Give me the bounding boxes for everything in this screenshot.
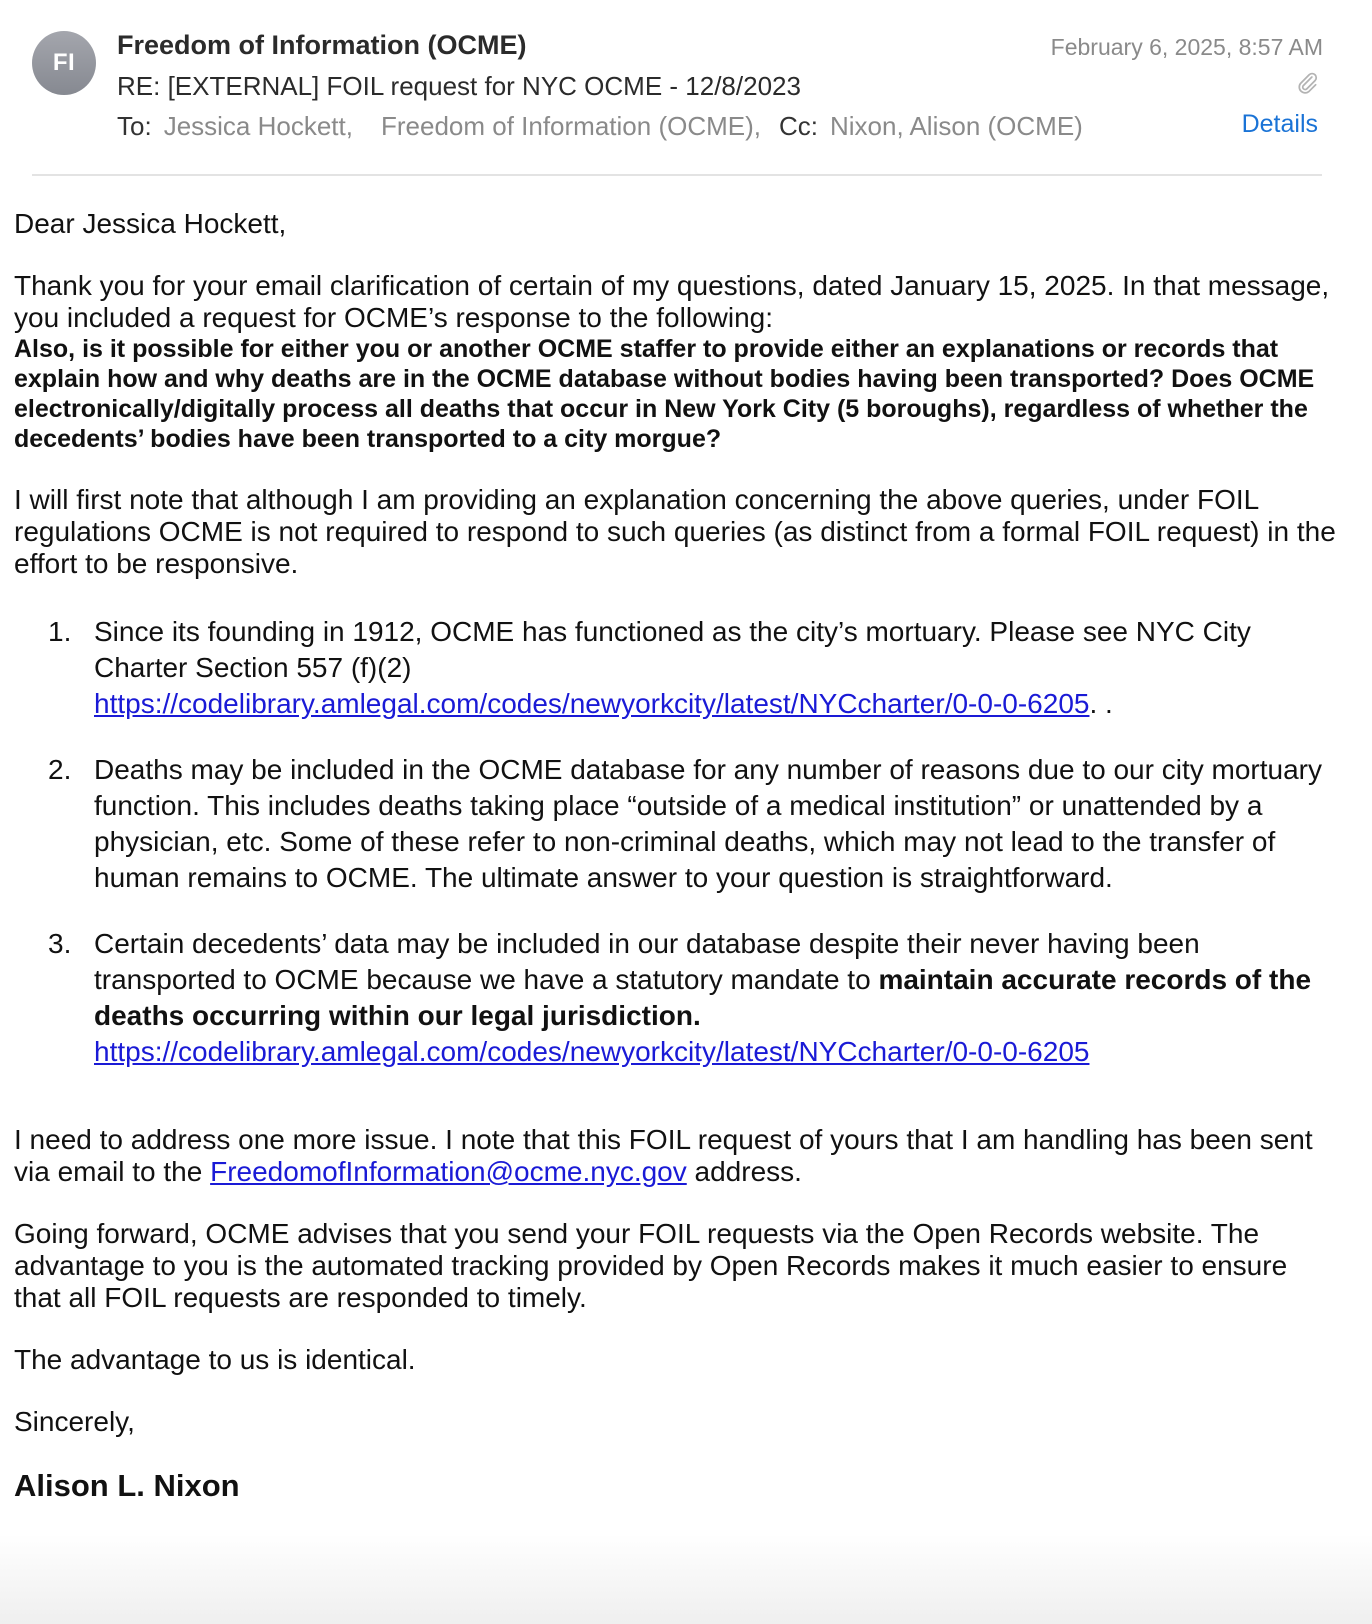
- recipient-to[interactable]: Jessica Hockett,: [163, 111, 353, 141]
- list-item: [14, 614, 1340, 722]
- recipient-cc[interactable]: Nixon, Alison (OCME): [829, 111, 1083, 141]
- to-label: To:: [117, 111, 152, 141]
- note-paragraph: I will first note that although I am providing an explanation concerning the above queries, under FOIL regulations OCME is not required to respond to such queries (as distinct from a formal FOIL request) in the effort to be responsive.: [14, 484, 1336, 579]
- advantage-paragraph: The advantage to us is identical.: [14, 1344, 416, 1375]
- forward-paragraph: Going forward, OCME advises that you send your FOIL requests via the Open Records website. The advantage to you is the automated tracking provided by Open Records makes it much easier to ensure that all FOIL requests are responded to timely.: [14, 1218, 1288, 1313]
- message-subject: RE: [EXTERNAL] FOIL request for NYC OCME - 12/8/2023: [117, 71, 801, 101]
- sender-name[interactable]: Freedom of Information (OCME): [117, 30, 527, 60]
- sender-avatar: FI: [32, 31, 96, 95]
- closing: Sincerely,: [14, 1406, 135, 1437]
- recipient-to[interactable]: Freedom of Information (OCME),: [380, 111, 761, 141]
- bottom-fade: [0, 1534, 1372, 1624]
- email-link[interactable]: FreedomofInformation@ocme.nyc.gov: [210, 1156, 687, 1187]
- list-item-text: Since its founding in 1912, OCME has functioned as the city’s mortuary. Please see NYC City Charter Section 557 (f)(2): [94, 616, 1251, 683]
- details-button[interactable]: Details: [1241, 110, 1318, 138]
- list-item: [14, 752, 1340, 896]
- intro-paragraph: Thank you for your email clarification of certain of my questions, dated January 15, 2025. In that message, you included a request for OCME’s response to the following:: [14, 270, 1330, 333]
- list-item-bold-text: maintain accurate records of the deaths occurring within our legal jurisdiction.: [94, 964, 1312, 1031]
- charter-link[interactable]: https://codelibrary.amlegal.com/codes/newyorkcity/latest/NYCcharter/0-0-0-6205: [94, 688, 1090, 719]
- greeting: Dear Jessica Hockett,: [14, 208, 287, 239]
- issue-paragraph: [14, 1124, 1340, 1188]
- list-number: 2.: [48, 754, 72, 785]
- numbered-list: [14, 614, 1340, 1070]
- list-item: [14, 926, 1340, 1070]
- signature-name: Alison L. Nixon: [14, 1468, 240, 1503]
- list-item-text: Deaths may be included in the OCME database for any number of reasons due to our city mortuary function. This includes deaths taking place “outside of a medical institution” or unattended by a physician, etc. Some of these refer to non-criminal deaths, which may not lead to the transfer of human remains to OCME. The ultimate answer to your question is straightforward.: [94, 754, 1322, 893]
- charter-link[interactable]: https://codelibrary.amlegal.com/codes/newyorkcity/latest/NYCcharter/0-0-0-6205: [94, 1036, 1090, 1067]
- list-number: 1.: [48, 616, 72, 647]
- header-divider: [32, 174, 1322, 176]
- quoted-request: Also, is it possible for either you or another OCME staffer to provide either an explanations or records that explain how and why deaths are in the OCME database without bodies having been transported? Does OCME electronically/digitally process all deaths that occur in New York City (5 boroughs), regardless of whether the decedents’ bodies have been transported to a city morgue?: [14, 335, 1315, 453]
- issue-text-end: address.: [694, 1156, 802, 1187]
- cc-label: Cc:: [778, 111, 818, 141]
- recipients-line: [117, 111, 1083, 142]
- paperclip-icon[interactable]: [1294, 70, 1320, 96]
- list-item-trailing: . .: [1089, 688, 1113, 719]
- message-body: [14, 208, 1340, 1502]
- message-date: February 6, 2025, 8:57 AM: [1050, 34, 1323, 60]
- issue-text: I need to address one more issue. I note that this FOIL request of yours that I am handling has been sent via email to the: [14, 1124, 1313, 1187]
- message-header: [0, 0, 1372, 176]
- list-number: 3.: [48, 928, 72, 959]
- list-item-text: Certain decedents’ data may be included in our database despite their never having been transported to OCME because we have a statutory mandate to: [94, 928, 1200, 995]
